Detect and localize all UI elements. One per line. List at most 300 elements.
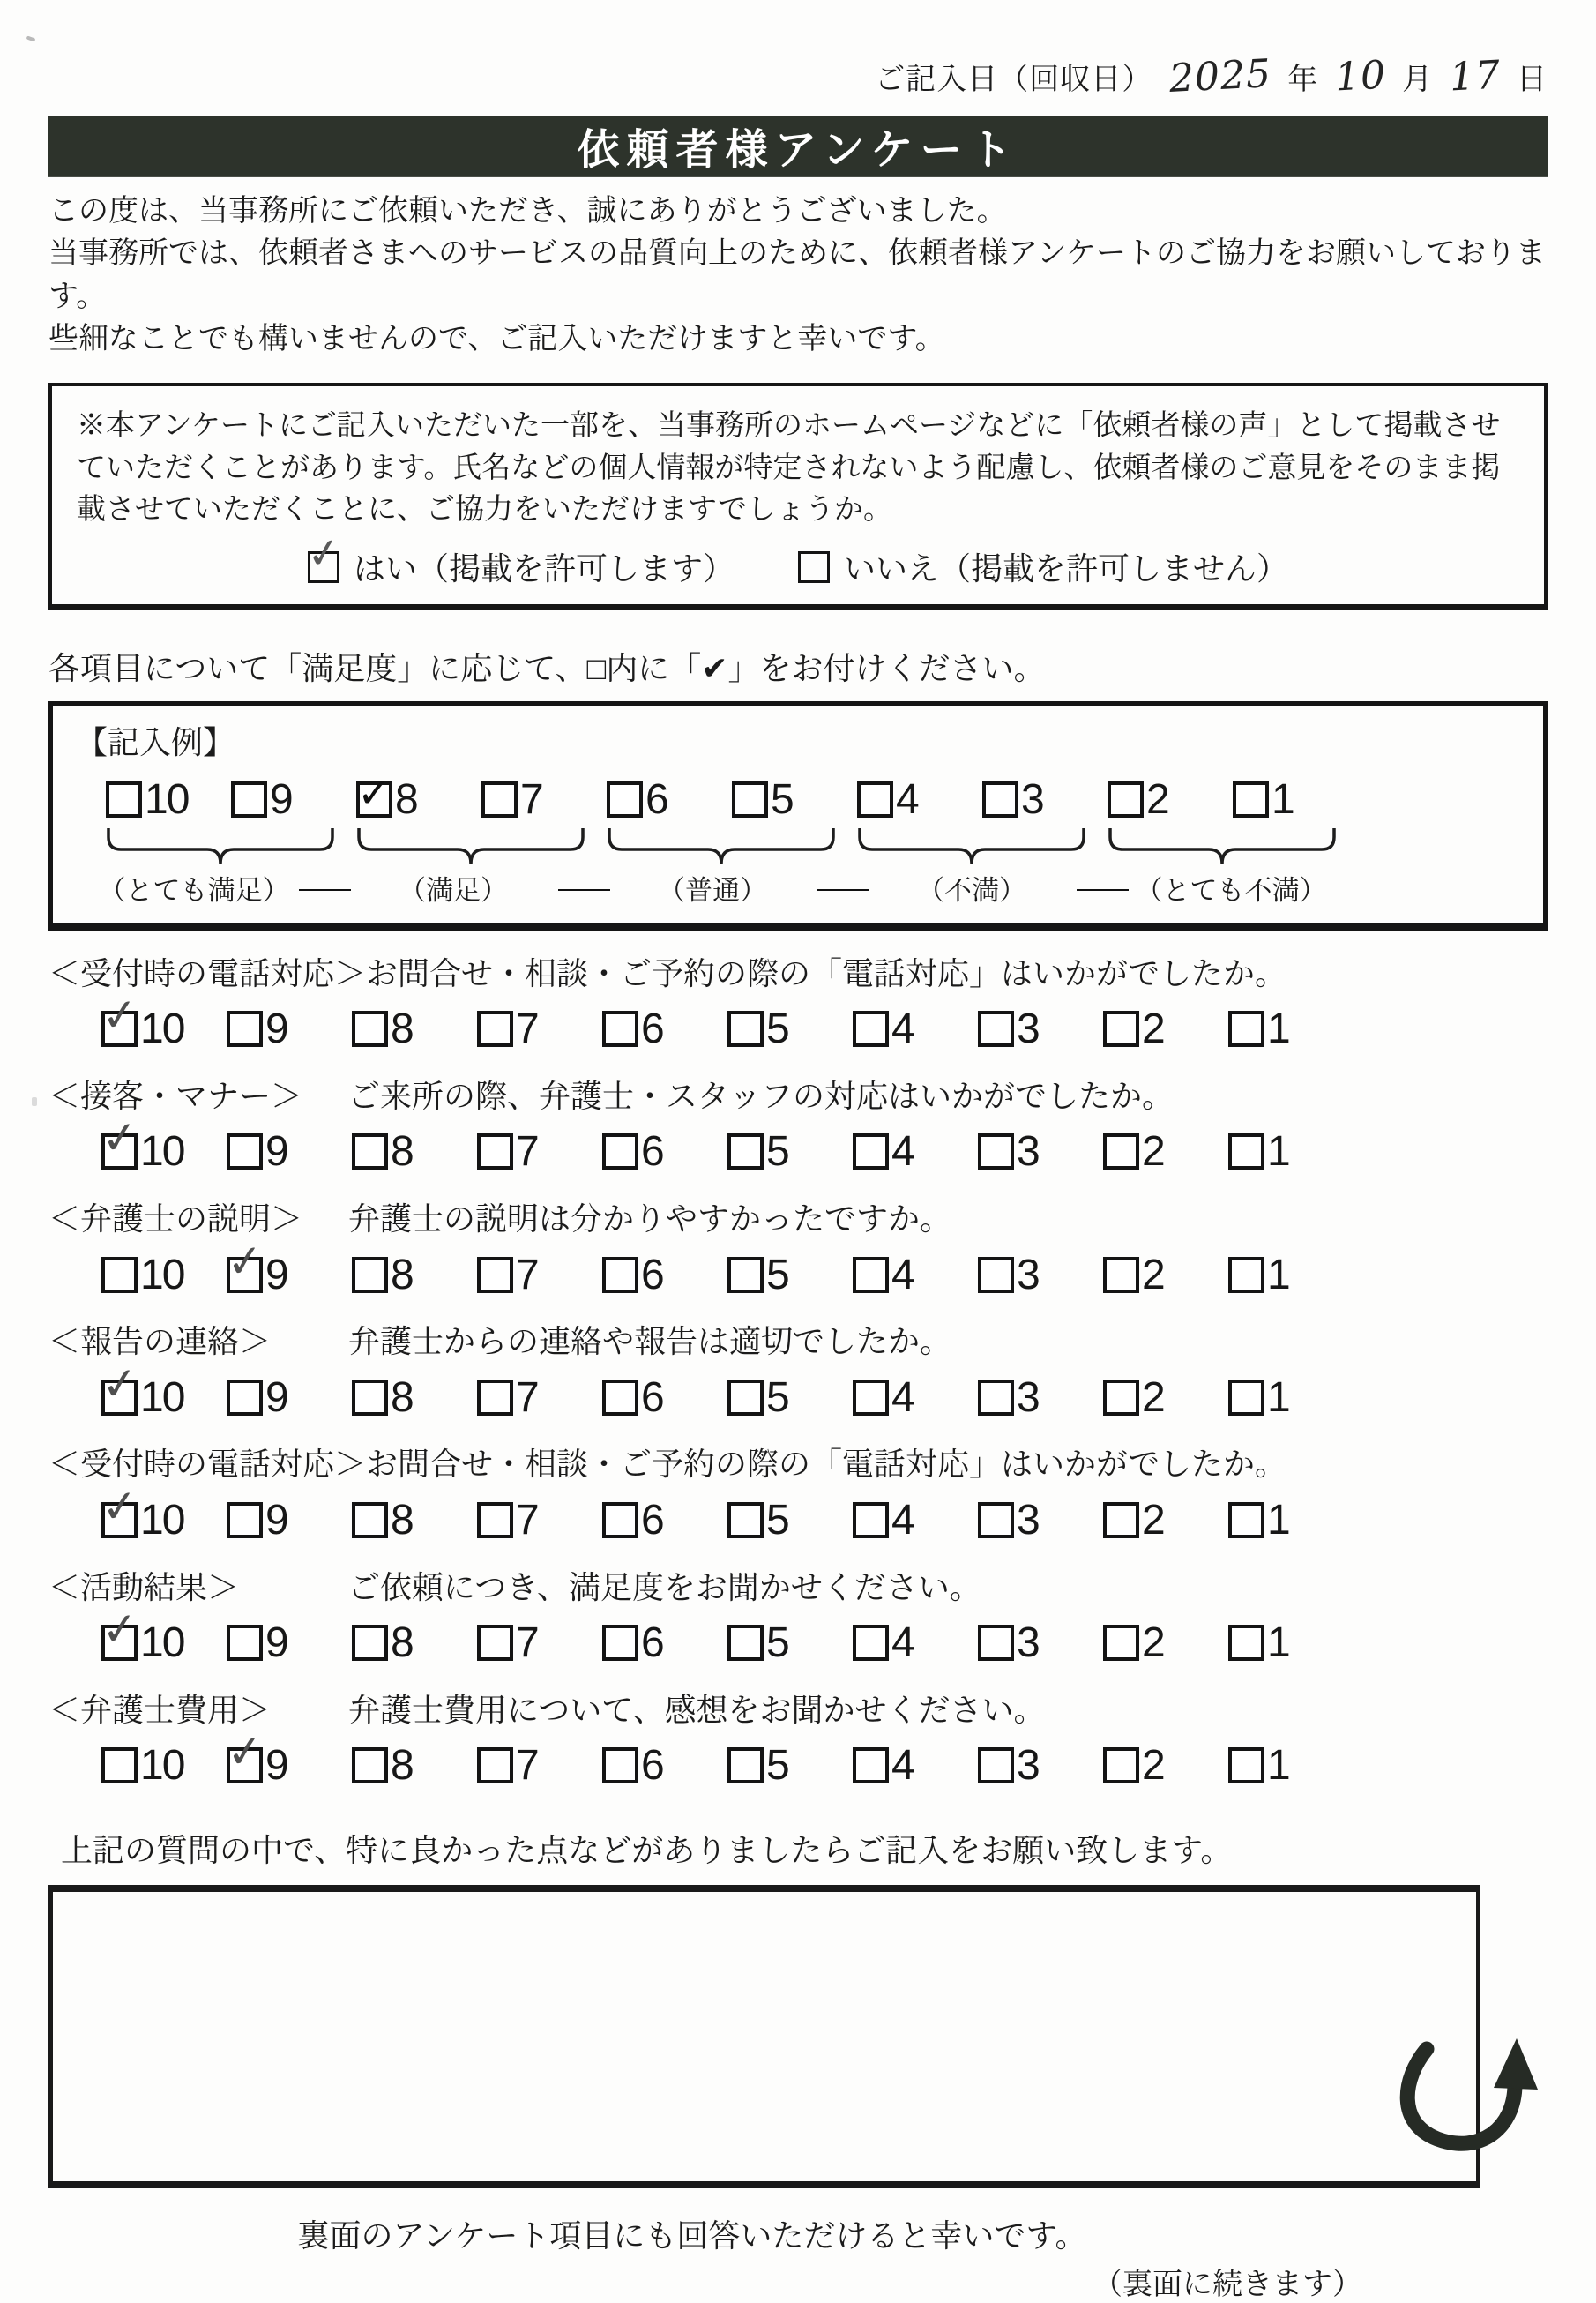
scale-value: 8 [391,1742,413,1790]
scale-option-8[interactable] [352,1127,477,1176]
checkbox [857,781,893,818]
scale-value: 5 [766,1251,788,1298]
checkbox [352,1380,388,1416]
checkbox [352,1011,388,1047]
check-mark-icon: ✓ [224,1725,266,1779]
question-text: ご依頼につき、満足度をお聞かせください。 [348,1568,981,1605]
scale-option-1[interactable] [1228,1741,1354,1790]
checkbox [732,781,768,818]
date-label: ご記入日（回収日） [875,63,1153,96]
scale-value: 1 [1272,776,1294,824]
checkbox [224,1725,266,1783]
scale-value: 8 [391,1006,413,1053]
scale-option-6[interactable] [602,1741,727,1790]
scale-option-7[interactable] [477,1005,602,1053]
scale-option-9[interactable] [227,1005,352,1053]
checkbox [727,1257,764,1293]
checkbox [352,1133,388,1170]
checkbox [1103,1502,1139,1538]
scale-option-9[interactable] [227,1619,352,1667]
date-month-handwritten: 10 [1333,52,1387,101]
scale-value: 10 [140,1373,184,1421]
question-text: 弁護士費用について、感想をお聞かせください。 [348,1691,1046,1728]
satisfaction-label: （とても不満） [1135,875,1327,907]
checkbox [231,781,267,818]
consent-option-label: いいえ（掲載を許可しません） [844,550,1289,587]
scale-option-1[interactable] [1233,775,1358,824]
scale-option-6[interactable] [602,1005,727,1053]
scale-option-10[interactable] [99,1357,227,1422]
checkbox [602,1747,638,1783]
scale-group-brace [346,826,596,867]
example-title: 【記入例】 [76,723,235,760]
scale-option-2[interactable] [1103,1496,1228,1544]
scale-option-1[interactable] [1228,1619,1354,1667]
scale-value: 10 [140,1251,184,1298]
curved-arrow-icon [1395,2033,1550,2166]
checkbox [607,781,643,818]
scale-option-8[interactable] [352,1619,477,1667]
scale-option-10[interactable] [101,1251,227,1299]
checkbox [602,1625,638,1661]
scale-option-5[interactable] [727,1496,853,1544]
checkbox [101,1257,138,1293]
scale-option-4[interactable] [853,1373,978,1422]
question-block-explanation [48,1200,1548,1299]
checkbox [99,1357,141,1416]
checkbox [352,1502,388,1538]
scale-value: 7 [516,1619,538,1667]
scale-value: 7 [516,1742,538,1790]
scale-value: 1 [1267,1497,1289,1544]
question-text: ご来所の際、弁護士・スタッフの対応はいかがでしたか。 [348,1077,1175,1114]
checkbox [99,1480,141,1538]
satisfaction-label: （不満） [917,875,1026,907]
checkbox [1228,1133,1264,1170]
checkbox [227,1011,263,1047]
scale-option-6[interactable] [607,775,732,824]
scale-option-8[interactable] [352,1373,477,1422]
footer-note: 裏面のアンケート項目にも回答いただけると幸いです。 [297,2217,1087,2254]
scale-option-3[interactable] [978,1741,1103,1790]
scale-option-1[interactable] [1228,1496,1354,1544]
scale-value: 10 [140,1128,184,1176]
scale-value: 1 [1267,1619,1289,1667]
scale-option-10[interactable] [99,1111,227,1176]
checkbox [227,1380,263,1416]
scale-value: 2 [1142,1006,1164,1053]
satisfaction-label: （普通） [658,875,767,907]
checkbox [227,1133,263,1170]
day-suffix: 日 [1517,63,1548,96]
consent-options [77,527,1519,590]
scale-value: 8 [391,1251,413,1298]
scale-value: 1 [1267,1006,1289,1053]
consent-option-yes[interactable] [303,527,735,589]
scale-option-2[interactable] [1103,1127,1228,1176]
scale-option-5[interactable] [727,1741,853,1790]
scale-value: 2 [1142,1373,1164,1421]
checkbox [106,781,142,818]
scale-value: 8 [391,1619,413,1667]
checkbox [227,1502,263,1538]
scale-value: 2 [1146,776,1168,824]
checkbox [978,1625,1014,1661]
scale-option-10[interactable] [99,1480,227,1544]
scale-option-7[interactable] [477,1251,602,1299]
scale-value: 10 [145,776,189,824]
scale-option-1[interactable] [1228,1005,1354,1053]
checkbox [477,1502,513,1538]
scale-group-brace [596,826,846,867]
scale-value: 1 [1267,1128,1289,1176]
scale-option-2[interactable] [1103,1373,1228,1422]
question-scale-row [48,989,1548,1054]
scale-option-10[interactable] [101,1741,227,1790]
checkbox [853,1380,889,1416]
question-scale-row [48,1111,1548,1177]
question-block-fees [48,1691,1548,1791]
consent-option-no[interactable] [798,544,1288,589]
checkbox [853,1625,889,1661]
scale-option-5[interactable] [727,1619,853,1667]
date-year-handwritten: 2025 [1167,51,1272,102]
question-label: ＜報告の連絡＞ [48,1323,272,1360]
scale-value: 8 [391,1128,413,1176]
scale-option-2[interactable] [1108,775,1233,824]
scale-value: 7 [520,776,542,824]
scale-option-7[interactable] [477,1619,602,1667]
scale-value: 3 [1017,1373,1039,1421]
question-label: ＜弁護士費用＞ [48,1691,272,1728]
intro-paragraph [48,190,1548,360]
scale-value: 10 [140,1742,184,1790]
checkbox [602,1133,638,1170]
question-label: ＜弁護士の説明＞ [48,1200,303,1237]
scale-option-6[interactable] [602,1373,727,1422]
consent-box [48,383,1548,610]
scale-option-2[interactable] [1103,1251,1228,1299]
question-block-result [48,1568,1548,1668]
checkbox [978,1133,1014,1170]
scale-option-5[interactable] [732,775,857,824]
checkbox [477,1625,513,1661]
scale-value: 9 [265,1128,287,1176]
scale-value: 9 [265,1373,287,1421]
question-label: ＜接客・マナー＞ [48,1077,303,1114]
checkbox [602,1380,638,1416]
scale-value: 5 [766,1497,788,1544]
checkbox [853,1502,889,1538]
checkbox [224,1234,266,1293]
scale-value: 6 [641,1619,663,1667]
label-separator: ―― [558,871,608,903]
question-label: ＜受付時の電話対応＞ [48,1446,367,1483]
scale-option-6[interactable] [602,1127,727,1176]
scale-value: 2 [1142,1251,1164,1298]
checkbox [227,1625,263,1661]
check-mark-icon: ✓ [99,1357,141,1410]
scale-value: 2 [1142,1619,1164,1667]
scale-option-8[interactable] [352,1741,477,1790]
scale-option-10[interactable] [99,989,227,1053]
question-label: ＜活動結果＞ [48,1568,240,1605]
scale-group-braces [53,826,1543,867]
scale-option-6[interactable] [602,1496,727,1544]
checkbox [602,1502,638,1538]
checkbox [1103,1625,1139,1661]
check-mark-icon: ✓ [99,1480,141,1534]
scale-value: 7 [516,1128,538,1176]
intro-line: 当事務所では、依頼者さまへのサービスの品質向上のために、依頼者様アンケートのご協力をお願いしております。 [48,236,1546,313]
scale-option-10[interactable] [106,775,231,824]
scale-option-9[interactable] [227,1496,352,1544]
scale-value: 6 [641,1006,663,1053]
question-text: 弁護士からの連絡や報告は適切でしたか。 [348,1323,952,1360]
check-mark-icon: ✓ [99,1603,141,1656]
checkbox [853,1747,889,1783]
satisfaction-labels-row [53,869,1543,908]
checkbox [727,1380,764,1416]
checkbox [303,527,344,583]
scale-value: 6 [641,1128,663,1176]
scale-option-2[interactable] [1103,1741,1228,1790]
scale-option-4[interactable] [853,1005,978,1053]
scale-value: 5 [771,776,793,824]
scale-value: 5 [766,1006,788,1053]
checkbox [978,1011,1014,1047]
checkbox [477,1133,513,1170]
check-mark-icon: ✓ [303,527,344,579]
check-mark-icon: ✓ [357,770,392,817]
scale-value: 6 [641,1373,663,1421]
scale-option-5[interactable] [727,1373,853,1422]
scale-value: 7 [516,1006,538,1053]
scale-option-3[interactable] [978,1496,1103,1544]
checkbox [1228,1747,1264,1783]
fill-date-row [48,0,1548,102]
scale-value: 9 [265,1006,287,1053]
scale-value: 4 [891,1251,914,1298]
checkbox [727,1133,764,1170]
checkbox [978,1502,1014,1538]
scale-option-4[interactable] [853,1741,978,1790]
scale-option-5[interactable] [727,1127,853,1176]
checkbox [1228,1011,1264,1047]
checkbox [978,1380,1014,1416]
scale-option-7[interactable] [481,775,607,824]
scale-option-7[interactable] [477,1741,602,1790]
checkbox [978,1257,1014,1293]
scale-option-1[interactable] [1228,1127,1354,1176]
scale-option-9[interactable] [224,1234,352,1299]
checkbox [982,781,1018,818]
scale-option-6[interactable] [602,1251,727,1299]
scale-group-brace [95,826,346,867]
scale-option-2[interactable] [1103,1619,1228,1667]
label-separator: ―― [299,871,348,903]
scale-option-9[interactable] [224,1725,352,1790]
scale-option-1[interactable] [1228,1251,1354,1299]
scale-value: 5 [766,1742,788,1790]
year-suffix: 年 [1287,63,1319,96]
scale-value: 4 [891,1619,914,1667]
checkbox [352,1625,388,1661]
scale-option-10[interactable] [99,1603,227,1667]
checkbox [602,1011,638,1047]
checkbox [99,989,141,1047]
checkbox [978,1747,1014,1783]
footer-continue-label: （裏面に続きます） [1093,2267,1362,2301]
scan-artifact [32,1097,37,1106]
question-scale-row [48,1603,1548,1668]
checkbox [477,1257,513,1293]
checkbox [1103,1257,1139,1293]
scale-value: 3 [1017,1497,1039,1544]
scale-value: 2 [1142,1497,1164,1544]
scale-value: 6 [641,1742,663,1790]
scale-option-7[interactable] [477,1373,602,1422]
question-block-manner [48,1077,1548,1177]
scale-option-7[interactable] [477,1496,602,1544]
scale-option-1[interactable] [1228,1373,1354,1422]
checkbox [477,1747,513,1783]
check-mark-icon: ✓ [99,989,141,1043]
example-scale-row [53,770,1543,825]
scale-instruction: 各項目について「満足度」に応じて、□内に「✔」をお付けください。 [48,649,1046,686]
scale-option-8[interactable] [352,1496,477,1544]
scale-value: 3 [1017,1742,1039,1790]
scale-option-5[interactable] [727,1251,853,1299]
scale-option-5[interactable] [727,1005,853,1053]
scale-value: 9 [265,1742,287,1790]
scale-option-8[interactable] [352,1005,477,1053]
scale-group-brace [846,826,1097,867]
checkbox [1103,1011,1139,1047]
scale-option-8[interactable] [356,770,481,824]
scale-value: 3 [1017,1006,1039,1053]
scale-option-3[interactable] [978,1619,1103,1667]
scale-value: 5 [766,1373,788,1421]
scale-value: 5 [766,1619,788,1667]
checkbox [99,1111,141,1170]
scale-option-7[interactable] [477,1127,602,1176]
scale-value: 1 [1267,1373,1289,1421]
checkbox [352,1747,388,1783]
checkbox [602,1257,638,1293]
scale-value: 6 [645,776,667,824]
consent-option-label: はい（掲載を許可します） [353,550,735,587]
scale-option-3[interactable] [978,1251,1103,1299]
checkbox [727,1625,764,1661]
scale-value: 9 [270,776,292,824]
checkbox [1228,1257,1264,1293]
scale-value: 3 [1017,1128,1039,1176]
scale-option-3[interactable] [982,775,1108,824]
scale-option-4[interactable] [853,1496,978,1544]
checkbox [1108,781,1144,818]
scale-value: 7 [516,1497,538,1544]
checkbox [853,1133,889,1170]
question-scale-row [48,1234,1548,1299]
checkbox [477,1011,513,1047]
consent-text: ※本アンケートにご記入いただいた一部を、当事務所のホームページなどに「依頼者様の声」として掲載させていただくことがあります。氏名などの個人情報が特定されないよう配慮し、依頼者様のご意見をそのまま掲載させていただくことに、ご協力をいただけますでしょうか。 [77,408,1501,526]
checkbox [481,781,518,818]
intro-line: この度は、当事務所にご依頼いただき、誠にありがとうございました。 [48,194,1007,228]
scale-option-3[interactable] [978,1373,1103,1422]
scale-option-2[interactable] [1103,1005,1228,1053]
scale-option-9[interactable] [231,775,356,824]
label-separator: ―― [1077,871,1126,903]
scale-value: 9 [265,1619,287,1667]
scale-option-9[interactable] [227,1127,352,1176]
scale-value: 4 [891,1128,914,1176]
checkbox [727,1011,764,1047]
checkbox [1233,781,1269,818]
scale-value: 7 [516,1373,538,1421]
scale-value: 8 [391,1497,413,1544]
question-label: ＜受付時の電話対応＞ [48,954,367,991]
date-day-handwritten: 17 [1448,52,1502,101]
scale-value: 9 [265,1497,287,1544]
scale-value: 3 [1017,1619,1039,1667]
intro-line: 些細なことでも構いませんので、ご記入いただけますと幸いです。 [48,321,945,355]
scale-value: 4 [891,1373,914,1421]
scale-value: 2 [1142,1128,1164,1176]
checkbox [798,551,830,583]
question-block-reporting [48,1322,1548,1422]
scale-option-4[interactable] [853,1251,978,1299]
scale-value: 8 [391,1373,413,1421]
scale-option-9[interactable] [227,1373,352,1422]
scale-value: 4 [891,1006,914,1053]
checkbox [352,1257,388,1293]
checkbox [477,1380,513,1416]
scale-value: 6 [641,1497,663,1544]
scale-option-8[interactable] [352,1251,477,1299]
scale-value: 4 [891,1742,914,1790]
checkbox [1228,1380,1264,1416]
scale-value: 10 [140,1497,184,1544]
scale-option-4[interactable] [853,1619,978,1667]
satisfaction-label: （満足） [399,875,508,907]
question-block-phone-2 [48,1445,1548,1544]
checkbox [1103,1380,1139,1416]
comments-input[interactable] [48,1885,1480,2188]
checkbox [1103,1133,1139,1170]
scale-option-3[interactable] [978,1127,1103,1176]
checkbox [853,1011,889,1047]
checkbox [727,1502,764,1538]
scale-option-3[interactable] [978,1005,1103,1053]
scale-value: 10 [140,1619,184,1667]
scale-option-6[interactable] [602,1619,727,1667]
scale-value: 4 [891,1497,914,1544]
example-box [48,701,1548,931]
checkbox [101,1747,138,1783]
title-bar [48,116,1548,176]
scale-option-4[interactable] [857,775,982,824]
page-title: 依頼者様アンケート [577,126,1019,174]
scale-value: 5 [766,1128,788,1176]
label-separator: ―― [817,871,867,903]
question-scale-row [48,1480,1548,1545]
comments-prompt: 上記の質問の中で、特に良かった点などがありましたらご記入をお願い致します。 [61,1831,1233,1868]
scale-option-4[interactable] [853,1127,978,1176]
question-text: 弁護士の説明は分かりやすかったですか。 [348,1200,952,1237]
scale-value: 3 [1021,776,1043,824]
scale-value: 8 [395,776,417,824]
